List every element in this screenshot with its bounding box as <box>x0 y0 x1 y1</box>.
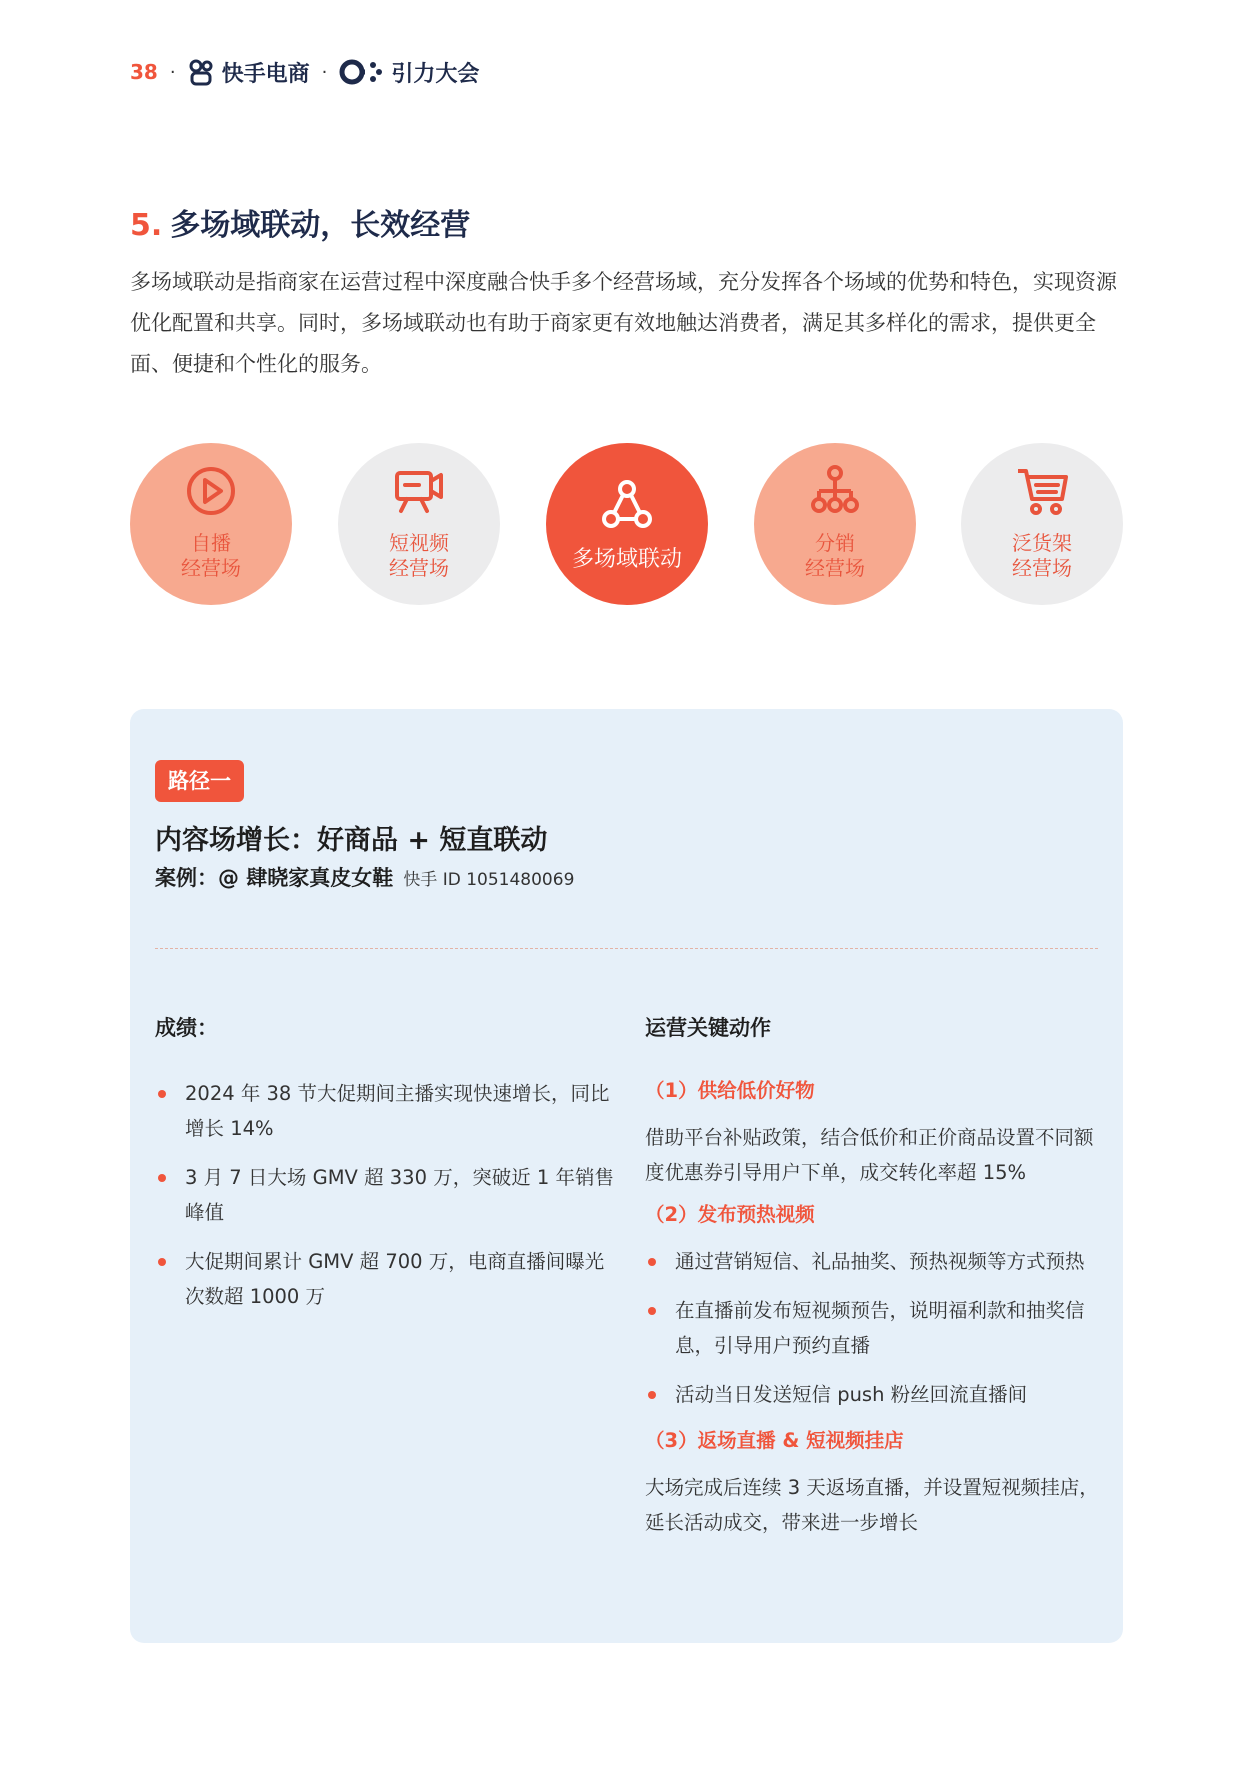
list-item: 活动当日发送短信 push 粉丝回流直播间 <box>645 1377 1100 1412</box>
yinli-brand <box>339 57 479 88</box>
list-item: 2024 年 38 节大促期间主播实现快速增长，同比增长 14% <box>155 1076 620 1146</box>
circle-short-video-scenario <box>338 443 500 605</box>
action-2-title: （2）发布预热视频 <box>645 1203 815 1226</box>
actions-column <box>645 1076 1100 1550</box>
action-3-title: （3）返场直播 & 短视频挂店 <box>645 1429 904 1452</box>
circle-shelf-scenario <box>961 443 1123 605</box>
case-id: 快手 ID 1051480069 <box>403 870 575 890</box>
section-intro: 多场域联动是指商家在运营过程中深度融合快手多个经营场域，充分发挥各个场域的优势和特色，实现资源优化配置和共享。同时，多场域联动也有助于商家更有效地触达消费者，满足其多样化的需求，提供更全面、便捷和个性化的服务。 <box>130 270 1117 376</box>
page-number: 38 <box>130 60 158 84</box>
actions-heading: 运营关键动作 <box>645 1016 771 1040</box>
circle-multi-scenario <box>546 443 708 605</box>
header-separator: · <box>169 61 176 83</box>
list-item: 通过营销短信、礼品抽奖、预热视频等方式预热 <box>645 1244 1100 1279</box>
circle-label: 泛货架 经营场 <box>1012 531 1072 580</box>
list-item: 大促期间累计 GMV 超 700 万，电商直播间曝光次数超 1000 万 <box>155 1244 620 1314</box>
section-title <box>130 200 470 244</box>
yinli-brand-text: 引力大会 <box>391 61 480 87</box>
path-badge: 路径一 <box>155 760 244 802</box>
list-item: 3 月 7 日大场 GMV 超 330 万，突破近 1 年销售峰值 <box>155 1160 620 1230</box>
list-item: 在直播前发布短视频预告，说明福利款和抽奖信息，引导用户预约直播 <box>645 1293 1100 1363</box>
shopping-cart-icon <box>1014 463 1070 519</box>
section-number: 5. <box>130 208 163 243</box>
kuaishou-logo-icon <box>188 58 216 86</box>
action-3-text: 大场完成后连续 3 天返场直播，并设置短视频挂店，延长活动成交，带来进一步增长 <box>645 1476 1099 1534</box>
scenario-circles <box>130 443 1123 605</box>
distribution-tree-icon <box>807 463 863 519</box>
results-list <box>155 1076 620 1328</box>
circle-label: 短视频 经营场 <box>389 531 449 580</box>
action-1-title: （1）供给低价好物 <box>645 1079 815 1102</box>
results-heading: 成绩： <box>155 1016 218 1040</box>
circle-label: 自播 经营场 <box>181 531 241 580</box>
play-icon <box>183 463 239 519</box>
circle-distribution-scenario <box>754 443 916 605</box>
case-label: 案例：@ 肆晓家真皮女鞋 <box>155 866 394 890</box>
circle-live-scenario <box>130 443 292 605</box>
page-header <box>130 56 479 88</box>
network-icon <box>599 477 655 533</box>
card-divider <box>155 948 1098 949</box>
header-separator: · <box>321 61 328 83</box>
circle-label: 多场域联动 <box>571 546 682 572</box>
path-title: 内容场增长：好商品 + 短直联动 <box>155 825 548 856</box>
action-1-text: 借助平台补贴政策，结合低价和正价商品设置不同额度优惠券引导用户下单，成交转化率超 15% <box>645 1126 1094 1184</box>
kuaishou-brand-text: 快手电商 <box>221 61 310 87</box>
case-line <box>155 862 574 892</box>
yinli-logo-icon <box>339 58 385 86</box>
section-title-text: 多场域联动，长效经营 <box>170 208 471 243</box>
video-camera-icon <box>391 463 447 519</box>
kuaishou-brand <box>188 57 310 88</box>
circle-label: 分销 经营场 <box>805 531 865 580</box>
